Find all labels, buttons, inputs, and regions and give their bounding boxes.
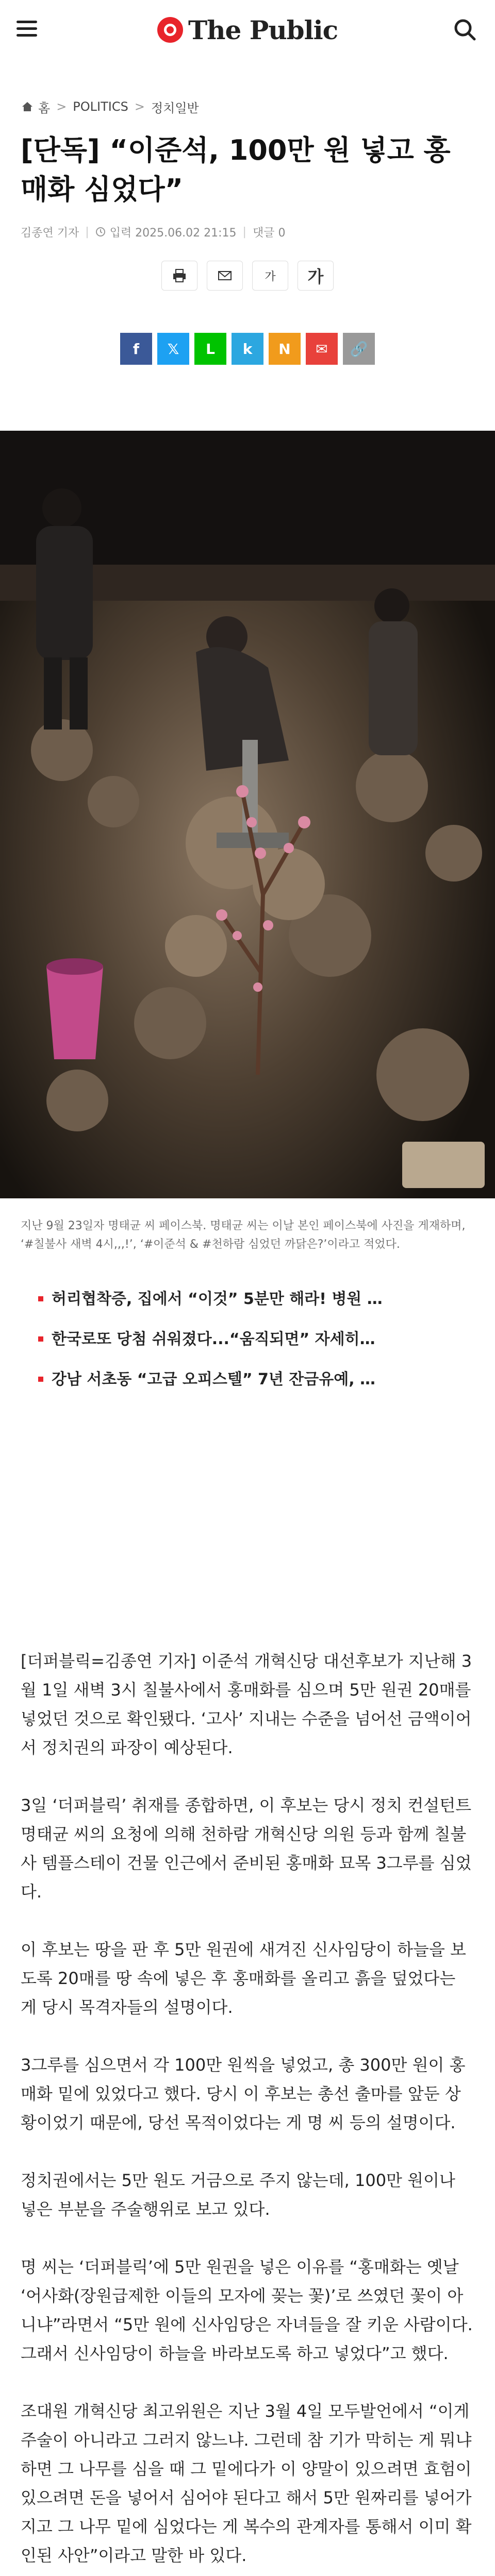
font-increase-button[interactable]: 가 — [298, 261, 334, 291]
article-paragraph: 정치권에서는 5만 원도 거금으로 주지 않는데, 100만 원이나 넣은 부분을 주술행위로 보고 있다. — [21, 2171, 455, 2219]
publish-date: 입력 2025.06.02 21:15 — [109, 226, 237, 240]
breadcrumb-separator: > — [134, 99, 145, 114]
related-link[interactable]: 한국로또 당첨 쉬워졌다...“움직되면” 자세히… — [52, 1329, 474, 1350]
print-icon — [172, 268, 187, 283]
site-logo[interactable] — [0, 9, 495, 50]
share-bar — [0, 302, 495, 431]
article-paragraph: 3일 ‘더퍼블릭’ 취재를 종합하면, 이 후보는 당시 정치 컨설턴트 명태균 씨의 요청에 의해 천하람 개혁신당 의원 등과 함께 칠불사 템플스테이 건물 인근에서 준비된 홍매화 묘목 3그루를 심었다. — [21, 1795, 472, 1902]
breadcrumb-section[interactable]: POLITICS — [73, 99, 128, 114]
logo-mark-icon — [157, 17, 183, 43]
related-link[interactable]: 강남 서초동 “고급 오피스텔” 7년 잔금유예, … — [52, 1369, 474, 1390]
breadcrumb — [0, 62, 495, 118]
share-x-button[interactable]: 𝕏 — [157, 333, 189, 365]
article-paragraph: 3그루를 심으면서 각 100만 원씩을 넣었고, 총 300만 원이 홍매화 밑에 있었다고 했다. 당시 이 후보는 총선 출마를 앞둔 상황이었기 때문에, 당선 목적이었다는 게 명 씨 등의 설명이다. — [21, 2055, 466, 2132]
meta-divider: | — [242, 225, 246, 239]
share-naver-button[interactable]: N — [269, 333, 301, 365]
share-mail-button[interactable]: ✉ — [306, 333, 338, 365]
article-paragraph: [더퍼블릭=김종연 기자] 이준석 개혁신당 대선후보가 지난해 3월 1일 새벽 3시 칠불사에서 홍매화를 심으며 5만 원권 20매를 넣었던 것으로 확인됐다. ‘고사’ 지내는 수준을 넘어선 금액이어서 정치권의 파장이 예상된다. — [21, 1651, 472, 1757]
article-tools — [0, 240, 495, 302]
breadcrumb-separator: > — [56, 99, 67, 114]
meta-divider: | — [85, 225, 89, 239]
print-button[interactable] — [161, 261, 197, 291]
related-link[interactable]: 허리협착증, 집에서 “이것” 5분만 해라! 병원 … — [52, 1289, 474, 1310]
night-garden-photo — [0, 431, 495, 1198]
email-button[interactable] — [207, 261, 243, 291]
font-decrease-button[interactable]: 가 — [252, 261, 288, 291]
share-line-button[interactable]: L — [194, 333, 226, 365]
article-body — [0, 1399, 495, 2576]
share-facebook-button[interactable]: f — [120, 333, 152, 365]
site-header — [0, 0, 495, 62]
photo-caption: 지난 9월 23일자 명태균 씨 페이스북. 명태균 씨는 이날 본인 페이스북에 사진을 게재하며, ‘#칠불사 새벽 4시,,,!’, ‘#이준석 & #천하람 심었던 까닭은?’이라고 적었다. — [21, 1219, 466, 1251]
clock-icon — [95, 227, 106, 237]
breadcrumb-subsection[interactable]: 정치일반 — [151, 100, 199, 115]
article-headline: [단독] “이준석, 100만 원 넣고 홍매화 심었다” — [21, 134, 451, 206]
share-kakao-button[interactable]: k — [232, 333, 263, 365]
author-name: 김종연 기자 — [21, 226, 79, 240]
article-paragraph: 조대원 개혁신당 최고위원은 지난 3월 4일 모두발언에서 “이게 주술이 아니라고 그러지 않느냐. 그런데 참 기가 막히는 게 뭐냐 하면 그 나무를 심을 때 그 밑에다가 이 양말이 있으려면 효험이 있으려면 돈을 넣어서 심어야 된다고 해서 5만 원짜리를 넣어가지고 그 나무 밑에 심었다는 게 복수의 관계자를 통해서 이미 확인된 사안”이라고 말한 바 있다. — [21, 2401, 472, 2565]
article-paragraph: 이 후보는 땅을 판 후 5만 원권에 새겨진 신사임당이 하늘을 보도록 20매를 땅 속에 넣은 후 홍매화를 올리고 흙을 덮었다는 게 당시 목격자들의 설명이다. — [21, 1940, 466, 2017]
comment-count[interactable]: 댓글 0 — [252, 226, 286, 240]
related-links — [0, 1265, 495, 1399]
breadcrumb-home[interactable]: 홈 — [38, 100, 51, 115]
share-link-button[interactable]: 🔗 — [343, 333, 375, 365]
article-meta — [0, 209, 495, 240]
mail-icon — [217, 268, 233, 283]
article-paragraph: 명 씨는 ‘더퍼블릭’에 5만 원권을 넣은 이유를 “홍매화는 옛날 ‘어사화(장원급제한 이들의 모자에 꽂는 꽃)’로 쓰였던 꽃이 아니냐”라면서 “5만 원에 신사임당은 자녀들을 잘 키운 사람이다. 그래서 신사임당이 하늘을 바라보도록 하고 넣었다”고 했다. — [21, 2257, 473, 2363]
logo-text: The Public — [188, 14, 338, 45]
article-photo — [0, 431, 495, 1198]
home-icon — [21, 100, 34, 113]
search-icon[interactable] — [451, 15, 480, 44]
